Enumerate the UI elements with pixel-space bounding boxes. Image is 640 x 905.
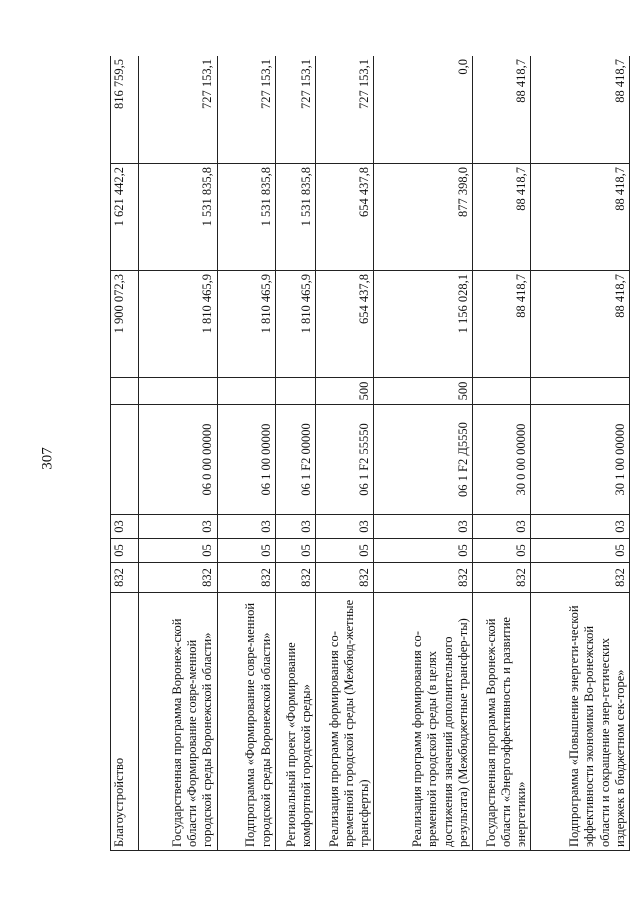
page-number: 307 bbox=[39, 447, 56, 470]
amount-year2: 1 531 835,8 bbox=[275, 164, 315, 271]
code-pr: 03 bbox=[275, 515, 315, 539]
budget-table-container bbox=[110, 56, 630, 851]
table-row bbox=[374, 56, 473, 851]
row-name: Подпрограмма «Повышение энергети-ческой эффективности экономики Во-ронежской области и сокращение энер-гетических издержек в бюджетном сек-торе» bbox=[531, 593, 630, 851]
row-name: Региональный проект «Формирование комфортной городской среды» bbox=[275, 593, 315, 851]
row-name: Подпрограмма «Формирование совре-менной городской среды Воронежской области» bbox=[217, 593, 275, 851]
amount-year3: 727 153,1 bbox=[316, 56, 374, 164]
amount-year2: 88 418,7 bbox=[473, 164, 531, 271]
table-row bbox=[275, 56, 315, 851]
code-rz: 05 bbox=[217, 539, 275, 563]
amount-year2: 88 418,7 bbox=[531, 164, 630, 271]
budget-table bbox=[110, 56, 630, 851]
code-pr: 03 bbox=[111, 515, 139, 539]
amount-year2: 1 531 835,8 bbox=[217, 164, 275, 271]
code-vr bbox=[139, 378, 217, 405]
code-rz: 05 bbox=[111, 539, 139, 563]
amount-year1: 1 810 465,9 bbox=[139, 271, 217, 378]
amount-year3: 727 153,1 bbox=[139, 56, 217, 164]
code-rz: 05 bbox=[139, 539, 217, 563]
code-pr: 03 bbox=[316, 515, 374, 539]
amount-year1: 88 418,7 bbox=[473, 271, 531, 378]
code-ved: 832 bbox=[531, 563, 630, 593]
code-vr bbox=[111, 378, 139, 405]
code-pr: 03 bbox=[531, 515, 630, 539]
row-name: Государственная программа Воронеж-ской области «Формирование совре-менной городской среды Воронежской области» bbox=[139, 593, 217, 851]
code-csr: 06 1 00 00000 bbox=[217, 405, 275, 515]
code-rz: 05 bbox=[275, 539, 315, 563]
amount-year1: 1 810 465,9 bbox=[217, 271, 275, 378]
code-ved: 832 bbox=[111, 563, 139, 593]
budget-table-rotated bbox=[110, 56, 630, 851]
code-pr: 03 bbox=[374, 515, 473, 539]
table-row bbox=[473, 56, 531, 851]
amount-year3: 727 153,1 bbox=[217, 56, 275, 164]
code-rz: 05 bbox=[374, 539, 473, 563]
code-rz: 05 bbox=[316, 539, 374, 563]
amount-year1: 1 900 072,3 bbox=[111, 271, 139, 378]
amount-year2: 1 531 835,8 bbox=[139, 164, 217, 271]
row-name: Реализация программ формирования со-временной городской среды (Межбюд-жетные трансферты) bbox=[316, 593, 374, 851]
amount-year2: 1 621 442,2 bbox=[111, 164, 139, 271]
amount-year1: 654 437,8 bbox=[316, 271, 374, 378]
amount-year3: 0,0 bbox=[374, 56, 473, 164]
code-ved: 832 bbox=[473, 563, 531, 593]
amount-year3: 88 418,7 bbox=[531, 56, 630, 164]
amount-year2: 877 398,0 bbox=[374, 164, 473, 271]
code-pr: 03 bbox=[217, 515, 275, 539]
code-ved: 832 bbox=[316, 563, 374, 593]
code-pr: 03 bbox=[139, 515, 217, 539]
code-pr: 03 bbox=[473, 515, 531, 539]
code-vr: 500 bbox=[316, 378, 374, 405]
amount-year1: 1 810 465,9 bbox=[275, 271, 315, 378]
amount-year3: 88 418,7 bbox=[473, 56, 531, 164]
amount-year2: 654 437,8 bbox=[316, 164, 374, 271]
row-name: Реализация программ формирования со-временной городской среды (в целях достижения значений дополнительного результата) (Межбюджетные трансфер-ты) bbox=[374, 593, 473, 851]
code-ved: 832 bbox=[217, 563, 275, 593]
code-vr bbox=[217, 378, 275, 405]
code-rz: 05 bbox=[531, 539, 630, 563]
code-csr bbox=[111, 405, 139, 515]
code-csr: 06 1 F2 Д5550 bbox=[374, 405, 473, 515]
code-csr: 06 0 00 00000 bbox=[139, 405, 217, 515]
code-ved: 832 bbox=[139, 563, 217, 593]
code-ved: 832 bbox=[374, 563, 473, 593]
code-csr: 06 1 F2 00000 bbox=[275, 405, 315, 515]
row-name: Государственная программа Воронеж-ской области «Энергоэффективность и развитие энергетики» bbox=[473, 593, 531, 851]
code-csr: 30 1 00 00000 bbox=[531, 405, 630, 515]
row-name: Благоустройство bbox=[111, 593, 139, 851]
code-rz: 05 bbox=[473, 539, 531, 563]
code-ved: 832 bbox=[275, 563, 315, 593]
table-row bbox=[111, 56, 139, 851]
table-row bbox=[217, 56, 275, 851]
code-csr: 30 0 00 00000 bbox=[473, 405, 531, 515]
code-vr bbox=[473, 378, 531, 405]
amount-year3: 816 759,5 bbox=[111, 56, 139, 164]
amount-year1: 1 156 028,1 bbox=[374, 271, 473, 378]
code-vr bbox=[531, 378, 630, 405]
table-row bbox=[316, 56, 374, 851]
code-vr: 500 bbox=[374, 378, 473, 405]
code-vr bbox=[275, 378, 315, 405]
table-row bbox=[531, 56, 630, 851]
table-row bbox=[139, 56, 217, 851]
code-csr: 06 1 F2 55550 bbox=[316, 405, 374, 515]
amount-year3: 727 153,1 bbox=[275, 56, 315, 164]
amount-year1: 88 418,7 bbox=[531, 271, 630, 378]
